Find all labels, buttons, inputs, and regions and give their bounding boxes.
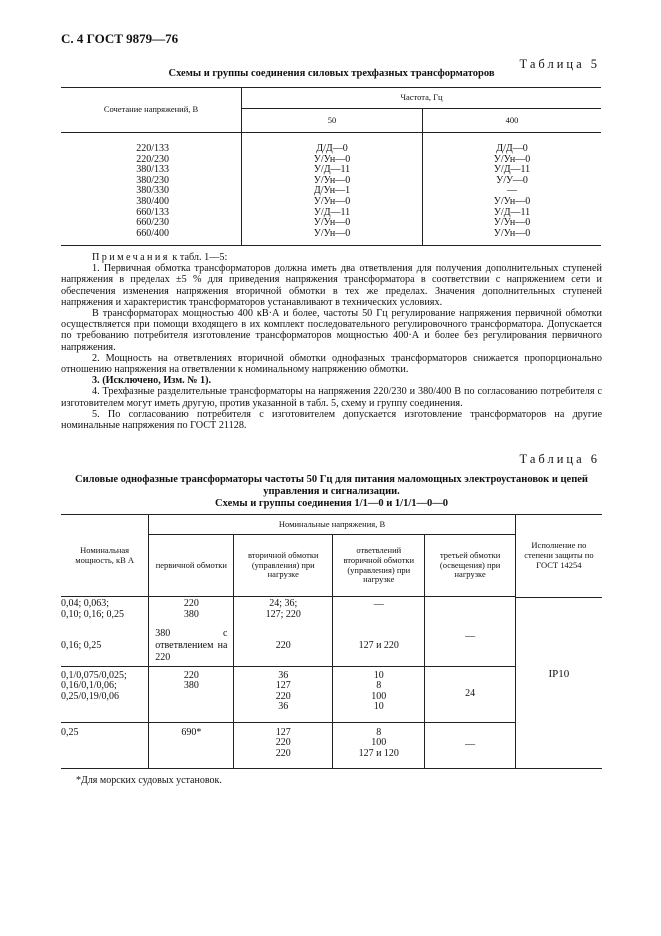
table6-title-line2: Схемы и группы соединения 1/1—0 и 1/1/1—0—0	[215, 498, 448, 509]
t6-row4-secondary: 127 220 220	[234, 722, 333, 768]
note-4: 4. Трехфазные разделительные трансформаторы на напряжения 220/230 и 380/400 В по согласованию потребителя с изготовителем могут иметь другую, против указанной в табл. 5, схему и группу соединения.	[61, 386, 602, 409]
t6-row3-primary: 220 380	[149, 666, 234, 722]
note-1: 1. Первичная обмотка трансформаторов должна иметь два ответвления для получения дополнительных ступеней напряжения в пределах ±5 % для приведения напряжения трансформатора в соответствии с напряжением сети и обеспечения изменения напряжения вторичной обмотки в тех же пределах. Значения дополнительных ступеней напряжения и характеристик трансформаторов устанавливают в технических условиях.	[61, 263, 602, 308]
t6-row4-third: —	[425, 722, 515, 768]
table6	[61, 514, 602, 769]
t6-row1-power: 0,04; 0,063; 0,10; 0,16; 0,25	[61, 598, 125, 620]
t5-header-voltage: Сочетание напряжений, В	[61, 88, 242, 133]
table6-label: Таблица 6	[519, 452, 600, 466]
t6-row2-secondary: 220	[234, 628, 333, 667]
t6-header-voltages: Номинальные напряжения, В	[149, 515, 516, 535]
t5-col400-values: Д/Д—0 У/Ун—0 У/Д—11 У/У—0 — У/Ун—0 У/Д—11 У/Ун—0 У/Ун—0	[493, 143, 531, 239]
t6-row1-secondary: 24; 36; 127; 220	[234, 597, 333, 628]
t6-row1-primary: 220 380	[149, 597, 234, 628]
t6-header-protection: Исполнение по степени защиты по ГОСТ 14254	[516, 515, 602, 598]
note-2: 2. Мощность на ответвлениях вторичной обмотки однофазных трансформаторов снижается пропорционально отношению напряжения на ответвлении к номинальному напряжению обмотки.	[61, 352, 602, 376]
t6-row12-third: —	[425, 597, 515, 667]
t5-header-frequency: Частота, Гц	[242, 88, 602, 109]
t6-header-secondary: вторичной обмотки (управления) при нагрузке	[234, 535, 333, 597]
table6-title	[61, 474, 602, 510]
t6-protection-value: IP10	[548, 668, 570, 680]
note-3: 3. (Исключено, Изм. № 1).	[92, 375, 212, 387]
footnote-divider	[61, 768, 153, 769]
t6-protection-column	[515, 515, 602, 769]
table5	[61, 87, 601, 246]
note-5: 5. По согласованию потребителя с изготовителем допускается изготовление трансформаторов на другие номинальные напряжения по ГОСТ 21128.	[61, 408, 602, 432]
t6-row3-tap: 10 8 100 10	[333, 666, 425, 722]
t6-row4-primary: 690*	[149, 722, 234, 768]
t6-row4-power: 0,25	[61, 726, 79, 738]
t6-header-primary: первичной обмотки	[149, 535, 234, 597]
t6-row2-power: 0,16; 0,25	[61, 628, 149, 667]
t6-row1-tap: —	[333, 597, 425, 628]
table6-title-line1: Силовые однофазные трансформаторы частоты 50 Гц для питания маломощных электроустановок и цепей управления и сигнализации.	[75, 474, 588, 497]
t6-row2-primary: 380 с ответвлением на 220	[149, 628, 234, 667]
t6-row4-tap: 8 100 127 и 120	[333, 722, 425, 768]
note-1b: В трансформаторах мощностью 400 кВ·А и более, частоты 50 Гц регулирование напряжения первичной обмотки осуществляется при помощи входящего в их комплект последовательного регулировочного трансформатора. Допускается по требованию потребителя изготовление трансформаторов мощностью 400·А и более без регулирования первичного напряжения.	[61, 308, 602, 353]
table5-title: Схемы и группы соединения силовых трехфазных трансформаторов	[168, 68, 495, 79]
t6-header-tap: ответвлений вторичной обмотки (управления) при нагрузке	[333, 535, 425, 597]
notes-heading: Примечания к табл. 1—5:	[92, 252, 228, 263]
t5-col50-values: Д/Д—0 У/Ун—0 У/Д—11 У/Ун—0 Д/Ун—1 У/Ун—0 У/Д—11 У/Ун—0 У/Ун—0	[313, 143, 351, 239]
t6-row2-tap: 127 и 220	[333, 628, 425, 667]
t6-header-third: третьей обмотки (освещения) при нагрузке	[425, 535, 515, 597]
t6-row3-power: 0,1/0,075/0,025; 0,16/0,1/0,06; 0,25/0,19/0,06	[61, 666, 149, 722]
t6-row3-third: 24	[425, 666, 515, 722]
t5-voltages: 220/133 220/230 380/133 380/230 380/330 380/400 660/133 660/230 660/400	[136, 143, 169, 239]
t6-header-power: Номинальная мощность, кВ А	[61, 515, 149, 597]
page-header: С. 4 ГОСТ 9879—76	[61, 31, 179, 46]
t6-row3-secondary: 36 127 220 36	[234, 666, 333, 722]
notes	[61, 252, 602, 431]
table5-label: Таблица 5	[519, 57, 600, 71]
t5-header-50: 50	[242, 109, 423, 133]
footnote: *Для морских судовых установок.	[76, 775, 222, 786]
t5-header-400: 400	[423, 109, 602, 133]
